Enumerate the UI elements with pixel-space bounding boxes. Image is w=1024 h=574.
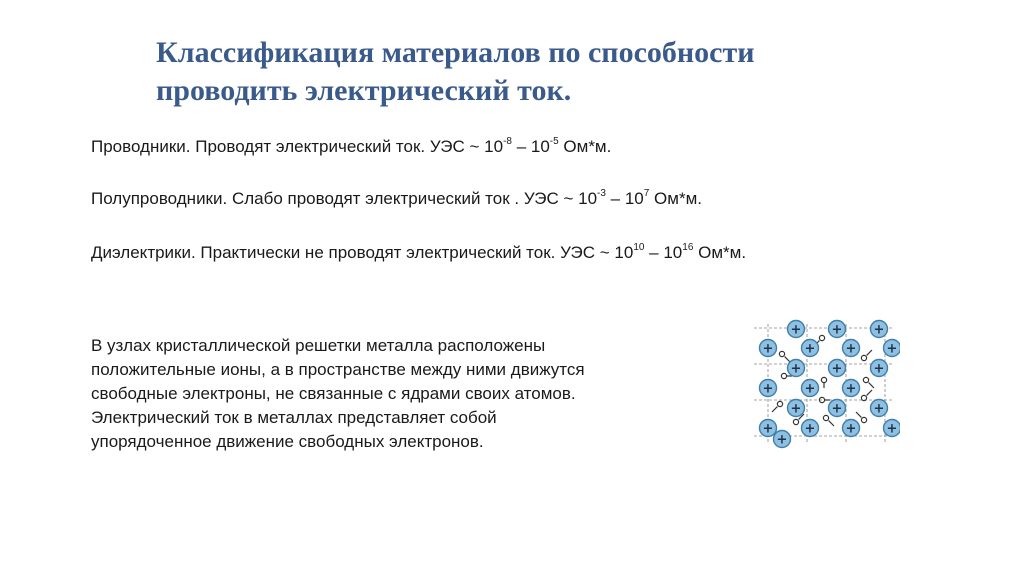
paragraph-line: положительные ионы, а в пространстве между ними движутся <box>91 360 585 379</box>
ion-plus-icon <box>829 321 846 338</box>
line-text: Диэлектрики. Практически не проводят электрический ток. УЭС ~ 10 <box>91 243 634 262</box>
svg-text:+: + <box>873 401 885 417</box>
svg-text:+: + <box>762 341 774 357</box>
ion-plus-icon <box>802 340 819 357</box>
svg-text:+: + <box>804 341 816 357</box>
ion-plus-icon <box>829 360 846 377</box>
ion-plus-icon <box>871 360 888 377</box>
svg-text:+: + <box>831 401 843 417</box>
line-text: Полупроводники. Слабо проводят электрический ток . УЭС ~ 10 <box>91 189 598 208</box>
line-text: Ом*м. <box>649 189 702 208</box>
title-line-2: проводить электрический ток. <box>156 74 572 107</box>
svg-text:+: + <box>762 421 774 437</box>
svg-text:+: + <box>831 322 843 338</box>
svg-text:+: + <box>831 361 843 377</box>
svg-text:+: + <box>873 361 885 377</box>
ion-plus-icon <box>788 360 805 377</box>
ion-plus-icon <box>802 380 819 397</box>
slide-title <box>156 34 916 110</box>
ions-group <box>760 321 901 448</box>
ion-plus-icon <box>774 431 791 448</box>
electron-icon <box>856 412 867 423</box>
line-text: Ом*м. <box>693 243 747 262</box>
semiconductors-line <box>91 189 702 209</box>
crystal-lattice-illustration <box>748 318 900 450</box>
svg-text:+: + <box>804 381 816 397</box>
ion-plus-icon <box>843 340 860 357</box>
dielectrics-line <box>91 243 746 263</box>
ion-plus-icon <box>760 380 777 397</box>
svg-text:+: + <box>790 361 802 377</box>
metal-lattice-paragraph <box>91 334 691 454</box>
exponent: 7 <box>643 188 650 200</box>
ion-plus-icon <box>871 400 888 417</box>
svg-text:+: + <box>873 322 885 338</box>
line-text: Проводники. Проводят электрический ток. УЭС ~ 10 <box>91 137 504 156</box>
svg-text:+: + <box>845 341 857 357</box>
conductors-line <box>91 137 611 157</box>
electron-icon <box>821 377 826 388</box>
svg-text:+: + <box>776 432 788 448</box>
svg-text:+: + <box>886 341 898 357</box>
ion-plus-icon <box>760 420 777 437</box>
ion-plus-icon <box>871 321 888 338</box>
electron-icon <box>772 401 783 412</box>
ion-plus-icon <box>843 380 860 397</box>
paragraph-line: Электрический ток в металлах представляет собой <box>91 408 497 427</box>
electron-icon <box>823 415 834 426</box>
svg-text:+: + <box>886 421 898 437</box>
ion-plus-icon <box>829 400 846 417</box>
ion-plus-icon <box>884 420 901 437</box>
line-text: – 10 <box>605 189 644 208</box>
paragraph-line: В узлах кристаллической решетки металла расположены <box>91 336 546 355</box>
svg-text:+: + <box>762 381 774 397</box>
svg-text:+: + <box>845 421 857 437</box>
paragraph-line: свободные электроны, не связанные с ядрами своих атомов. <box>91 384 576 403</box>
svg-text:+: + <box>804 421 816 437</box>
ion-plus-icon <box>788 321 805 338</box>
paragraph-line: упорядоченное движение свободных электронов. <box>91 432 484 451</box>
exponent: -5 <box>549 136 559 148</box>
svg-text:+: + <box>845 381 857 397</box>
line-text: – 10 <box>511 137 550 156</box>
electron-icon <box>861 350 872 361</box>
svg-text:+: + <box>790 401 802 417</box>
electron-icon <box>861 390 872 401</box>
title-line-1: Классификация материалов по способности <box>156 36 755 69</box>
exponent: 16 <box>682 242 694 254</box>
exponent: 10 <box>633 242 645 254</box>
svg-text:+: + <box>790 322 802 338</box>
ion-plus-icon <box>760 340 777 357</box>
ion-plus-icon <box>788 400 805 417</box>
ion-plus-icon <box>884 340 901 357</box>
ion-plus-icon <box>843 420 860 437</box>
exponent: -3 <box>597 188 606 200</box>
ion-plus-icon <box>802 420 819 437</box>
line-text: Ом*м. <box>558 137 612 156</box>
line-text: – 10 <box>644 243 683 262</box>
exponent: -8 <box>503 136 512 148</box>
electron-icon <box>863 377 874 388</box>
electron-icon <box>779 351 790 362</box>
